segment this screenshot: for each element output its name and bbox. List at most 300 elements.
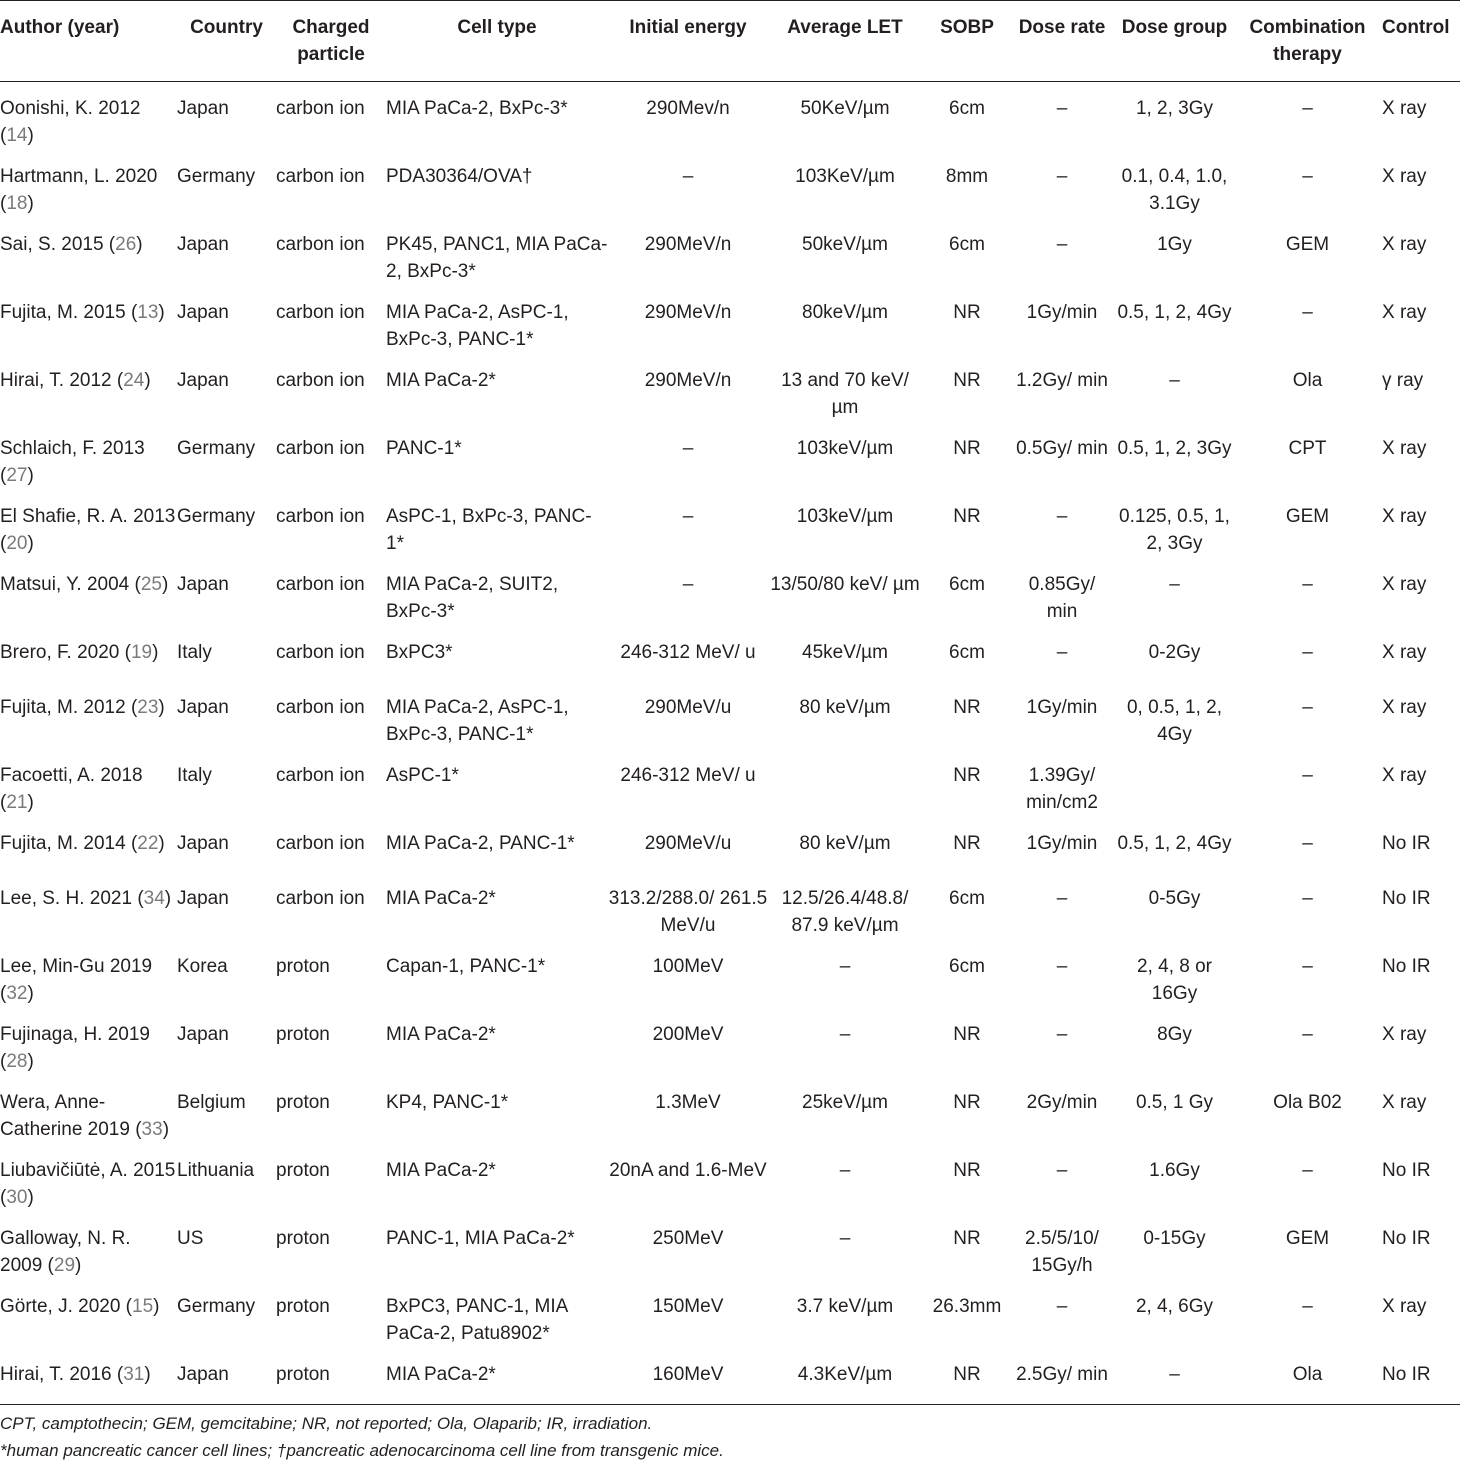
cell-country: Japan (177, 1024, 229, 1045)
cell-dose-rate: 2.5Gy/ min (1012, 1348, 1112, 1405)
cell-average-let: 12.5/26.4/48.8/ 87.9 keV/µm (781, 888, 909, 936)
footnote-abbreviations: CPT, camptothecin; GEM, gemcitabine; NR, not reported; Ola, Olaparib; IR, irradiation. (0, 1414, 653, 1433)
cell-author (0, 681, 177, 749)
cell-combination: GEM (1285, 1228, 1330, 1249)
cell-dose-group: 0.5, 1, 2, 4Gy (1117, 833, 1232, 854)
cell-control: No IR (1382, 833, 1431, 854)
cell-initial-energy: 250MeV (652, 1228, 724, 1249)
cell-dose-group: 0-15Gy (1143, 1228, 1206, 1249)
cell-dose-group: – (1169, 370, 1180, 391)
cell-cell-type: MIA PaCa-2, AsPC-1, BxPc-3, PANC-1* (386, 302, 569, 350)
author-name: El Shafie, R. A. 2013 ( (0, 506, 176, 554)
author-name: Fujinaga, H. 2019 ( (0, 1024, 150, 1072)
cell-initial-energy: – (682, 166, 694, 187)
cell-author (0, 1144, 177, 1212)
reference-link[interactable]: 27 (6, 465, 28, 486)
cell-author (0, 1212, 177, 1280)
cell-combination: – (1302, 888, 1313, 909)
header-combination: Combination therapy (1237, 1, 1378, 82)
author-name: Sai, S. 2015 ( (0, 234, 116, 255)
cell-particle: carbon ion (276, 506, 365, 527)
author-name: Lee, S. H. 2021 ( (0, 888, 144, 909)
author-name: Hirai, T. 2016 ( (0, 1364, 124, 1385)
cell-particle: carbon ion (276, 98, 365, 119)
cell-dose-rate: – (1056, 888, 1068, 909)
ref-close: ) (144, 1364, 151, 1385)
cell-author (0, 817, 177, 872)
author-name: Brero, F. 2020 ( (0, 642, 131, 663)
author-name: Matsui, Y. 2004 ( (0, 574, 141, 595)
header-sobp: SOBP (922, 1, 1012, 82)
cell-author (0, 422, 177, 490)
cell-cell-type: MIA PaCa-2, BxPc-3* (386, 98, 568, 119)
cell-dose-group: 0.1, 0.4, 1.0, 3.1Gy (1121, 166, 1228, 214)
cell-cell-type: MIA PaCa-2, AsPC-1, BxPc-3, PANC-1* (386, 697, 569, 745)
cell-country: Germany (177, 438, 256, 459)
cell-sobp: 6cm (949, 98, 985, 119)
author-name: Facoetti, A. 2018 ( (0, 765, 143, 813)
cell-control: X ray (1382, 302, 1427, 323)
ref-close: ) (164, 888, 172, 909)
reference-link[interactable]: 23 (137, 697, 159, 718)
cell-country: Japan (177, 234, 229, 255)
cell-cell-type: Capan-1, PANC-1* (386, 956, 546, 977)
table-row (0, 558, 1460, 626)
cell-dose-rate: 0.5Gy/ min (1016, 438, 1108, 459)
cell-author (0, 1076, 177, 1144)
cell-country: Belgium (177, 1092, 246, 1113)
cell-combination: – (1302, 1296, 1313, 1317)
cell-country: US (177, 1228, 204, 1249)
cell-cell-type: MIA PaCa-2, PANC-1* (386, 833, 575, 854)
cell-dose-rate: – (1056, 506, 1068, 527)
cell-cell-type: MIA PaCa-2, SUIT2, BxPc-3* (386, 574, 559, 622)
cell-author (0, 354, 177, 422)
cell-cell-type: MIA PaCa-2* (386, 1160, 496, 1181)
cell-control: X ray (1382, 166, 1427, 187)
cell-author (0, 1348, 177, 1405)
cell-dose-group: 0.125, 0.5, 1, 2, 3Gy (1119, 506, 1230, 554)
cell-initial-energy: – (682, 438, 694, 459)
table-row (0, 490, 1460, 558)
cell-control: X ray (1382, 98, 1427, 119)
cell-particle: proton (276, 1296, 330, 1317)
cell-country: Italy (177, 765, 212, 786)
cell-sobp: 6cm (949, 642, 985, 663)
cell-combination: Ola B02 (1273, 1092, 1342, 1113)
cell-sobp: NR (953, 1092, 981, 1113)
cell-author (0, 150, 177, 218)
cell-sobp: 6cm (949, 234, 985, 255)
cell-dose-group (1112, 749, 1237, 817)
header-author: Author (year) (0, 1, 177, 82)
cell-dose-group: 2, 4, 8 or 16Gy (1137, 956, 1212, 1004)
cell-dose-rate: 2Gy/min (1026, 1092, 1098, 1113)
cell-country: Germany (177, 166, 256, 187)
cell-dose-group: 1, 2, 3Gy (1135, 98, 1214, 119)
cell-author (0, 1280, 177, 1348)
cell-initial-energy: – (682, 506, 694, 527)
cell-cell-type: BxPC3, PANC-1, MIA PaCa-2, Patu8902* (386, 1296, 568, 1344)
ref-close: ) (75, 1255, 82, 1276)
table-row (0, 749, 1460, 817)
cell-average-let: 50keV/µm (802, 234, 888, 255)
cell-average-let: 25keV/µm (802, 1092, 888, 1113)
cell-combination: Ola (1237, 1348, 1378, 1405)
cell-control: No IR (1382, 1160, 1431, 1181)
cell-control: X ray (1382, 438, 1427, 459)
cell-dose-group: 0-5Gy (1148, 888, 1201, 909)
cell-dose-rate: 1.39Gy/ min/cm2 (1026, 765, 1098, 813)
cell-country: Japan (177, 1348, 276, 1405)
cell-sobp: NR (953, 1024, 981, 1045)
cell-combination: Ola (1292, 370, 1323, 391)
cell-dose-rate: 1Gy/min (1026, 697, 1098, 718)
cell-cell-type: BxPC3* (386, 642, 453, 663)
cell-average-let: 80keV/µm (802, 302, 888, 323)
cell-initial-energy: 246-312 MeV/ u (620, 642, 756, 663)
cell-country: Japan (177, 888, 229, 909)
cell-average-let: 103keV/µm (796, 438, 894, 459)
cell-dose-rate: 1.2Gy/ min (1016, 370, 1108, 391)
cell-dose-group: 0.5, 1, 2, 4Gy (1117, 302, 1232, 323)
cell-control: No IR (1382, 1228, 1431, 1249)
cell-sobp: 26.3mm (932, 1296, 1002, 1317)
cell-initial-energy: 290MeV/n (644, 302, 732, 323)
ref-close: ) (27, 1051, 34, 1072)
cell-particle: carbon ion (276, 574, 365, 595)
cell-dose-rate: – (1056, 234, 1068, 255)
header-control: Control (1378, 1, 1460, 82)
reference-link[interactable]: 28 (6, 1051, 28, 1072)
ref-close: ) (158, 697, 165, 718)
cell-sobp: 6cm (949, 574, 985, 595)
cell-combination: CPT (1288, 438, 1327, 459)
cell-initial-energy: 1.3MeV (655, 1092, 721, 1113)
cell-combination: – (1302, 956, 1313, 977)
reference-link[interactable]: 21 (6, 792, 28, 813)
reference-link[interactable]: 25 (140, 574, 162, 595)
cell-dose-rate: – (1056, 1296, 1068, 1317)
cell-country: Lithuania (177, 1160, 255, 1181)
cell-author (0, 626, 177, 681)
cell-control: X ray (1382, 234, 1427, 255)
author-name: Galloway, N. R. 2009 ( (0, 1228, 131, 1276)
cell-particle: proton (276, 1228, 330, 1249)
cell-dose-rate: – (1056, 956, 1068, 977)
table-row (0, 218, 1460, 286)
cell-author (0, 218, 177, 286)
cell-cell-type: AsPC-1* (386, 765, 459, 786)
table-row (0, 626, 1460, 681)
cell-country: Japan (177, 370, 229, 391)
cell-particle: carbon ion (276, 697, 365, 718)
cell-control: γ ray (1382, 370, 1424, 391)
cell-cell-type: MIA PaCa-2* (386, 888, 496, 909)
cell-initial-energy: 290Mev/n (646, 98, 730, 119)
cell-sobp: NR (953, 370, 981, 391)
cell-particle: proton (276, 1092, 330, 1113)
cell-cell-type: MIA PaCa-2* (386, 1348, 608, 1405)
cell-dose-group: 8Gy (1157, 1024, 1192, 1045)
ref-close: ) (162, 1119, 170, 1140)
reference-link[interactable]: 13 (137, 302, 159, 323)
ref-close: ) (27, 533, 34, 554)
cell-average-let: 80 keV/µm (799, 697, 891, 718)
cell-control: X ray (1382, 1092, 1427, 1113)
cell-sobp: NR (953, 506, 981, 527)
reference-link[interactable]: 30 (6, 1187, 28, 1208)
cell-dose-rate: 0.85Gy/ min (1028, 574, 1096, 622)
cell-combination: – (1302, 1024, 1313, 1045)
cell-sobp: NR (953, 697, 981, 718)
cell-combination: – (1302, 833, 1313, 854)
cell-control: X ray (1382, 697, 1427, 718)
ref-close: ) (161, 574, 169, 595)
cell-particle: proton (276, 1348, 386, 1405)
ref-close: ) (27, 983, 34, 1004)
cell-combination: – (1302, 697, 1313, 718)
table-row (0, 1076, 1460, 1144)
cell-dose-group: 0, 0.5, 1, 2, 4Gy (1126, 697, 1223, 745)
cell-dose-rate: – (1056, 98, 1068, 119)
cell-control: No IR (1382, 956, 1431, 977)
cell-dose-rate: – (1056, 642, 1068, 663)
cell-country: Japan (177, 697, 229, 718)
cell-average-let: – (839, 1024, 851, 1045)
cell-average-let: 103KeV/µm (795, 166, 895, 187)
cell-particle: carbon ion (276, 302, 365, 323)
cell-combination: – (1302, 1160, 1313, 1181)
reference-link[interactable]: 26 (115, 234, 137, 255)
cell-dose-rate: – (1056, 166, 1068, 187)
cell-particle: carbon ion (276, 166, 365, 187)
cell-cell-type: PK45, PANC1, MIA PaCa-2, BxPc-3* (386, 234, 608, 282)
cell-initial-energy: 313.2/288.0/ 261.5 MeV/u (608, 888, 768, 936)
table-row (0, 681, 1460, 749)
cell-average-let: – (839, 1228, 851, 1249)
cell-dose-rate: 2.5/5/10/ 15Gy/h (1025, 1228, 1099, 1276)
footnote-symbols: *human pancreatic cancer cell lines; †pancreatic adenocarcinoma cell line from transgenic mice. (0, 1441, 724, 1460)
cell-initial-energy: 150MeV (652, 1296, 724, 1317)
cell-initial-energy: 290MeV/u (644, 697, 732, 718)
reference-link[interactable]: 18 (6, 193, 28, 214)
cell-average-let: 103keV/µm (796, 506, 894, 527)
cell-average-let: – (839, 1160, 851, 1181)
ref-close: ) (158, 302, 165, 323)
cell-country: Korea (177, 956, 228, 977)
table-row (0, 1008, 1460, 1076)
header-particle: Charged particle (276, 1, 386, 82)
author-name: Fujita, M. 2014 ( (0, 833, 138, 854)
cell-author (0, 872, 177, 940)
cell-combination: – (1302, 574, 1313, 595)
cell-average-let: 13/50/80 keV/ µm (770, 574, 920, 595)
reference-link[interactable]: 34 (143, 888, 165, 909)
author-name: Lee, Min-Gu 2019 ( (0, 956, 153, 1004)
cell-dose-group: – (1112, 1348, 1237, 1405)
table-row (0, 940, 1460, 1008)
header-initial-energy: Initial energy (608, 1, 768, 82)
cell-combination: GEM (1285, 234, 1330, 255)
table-row (0, 817, 1460, 872)
cell-dose-rate: 1Gy/min (1026, 833, 1098, 854)
reference-link[interactable]: 24 (123, 370, 145, 391)
cell-control: X ray (1382, 1296, 1427, 1317)
header-average-let: Average LET (768, 1, 922, 82)
table-row (0, 1212, 1460, 1280)
cell-country: Japan (177, 833, 229, 854)
reference-link[interactable]: 33 (141, 1119, 163, 1140)
cell-sobp: NR (922, 1348, 1012, 1405)
table-row (0, 422, 1460, 490)
cell-control: No IR (1382, 888, 1431, 909)
cell-initial-energy: 290MeV/n (644, 234, 732, 255)
cell-sobp: NR (953, 833, 981, 854)
cell-particle: carbon ion (276, 370, 365, 391)
cell-sobp: 6cm (949, 888, 985, 909)
cell-average-let: 4.3KeV/µm (768, 1348, 922, 1405)
cell-sobp: NR (953, 1228, 981, 1249)
table-row (0, 1144, 1460, 1212)
cell-average-let: 50KeV/µm (800, 98, 890, 119)
author-name: Oonishi, K. 2012 ( (0, 98, 141, 146)
author-name: Hirai, T. 2012 ( (0, 370, 124, 391)
cell-combination: – (1302, 302, 1313, 323)
cell-particle: carbon ion (276, 888, 365, 909)
ref-close: ) (27, 465, 34, 486)
cell-combination: – (1302, 166, 1313, 187)
reference-link[interactable]: 19 (130, 642, 153, 663)
ref-close: ) (153, 1296, 160, 1317)
cell-average-let (768, 749, 922, 817)
ref-close: ) (27, 1187, 34, 1208)
cell-initial-energy: 246-312 MeV/ u (620, 765, 756, 786)
cell-average-let: – (839, 956, 851, 977)
reference-link[interactable]: 31 (123, 1364, 145, 1385)
header-dose-rate: Dose rate (1012, 1, 1112, 82)
cell-initial-energy: 20nA and 1.6-MeV (609, 1160, 767, 1181)
cell-dose-group: 1.6Gy (1149, 1160, 1200, 1181)
header-row (0, 1, 1460, 82)
cell-combination: – (1302, 98, 1313, 119)
table-row (0, 872, 1460, 940)
table-row (0, 286, 1460, 354)
cell-average-let: 13 and 70 keV/ µm (781, 370, 909, 418)
author-name: Schlaich, F. 2013 ( (0, 438, 145, 486)
cell-particle: carbon ion (276, 438, 365, 459)
ref-close: ) (152, 642, 159, 663)
table-footnotes (0, 1405, 1460, 1464)
cell-author (0, 286, 177, 354)
ref-close: ) (27, 792, 34, 813)
cell-sobp: NR (953, 438, 981, 459)
reference-link[interactable]: 20 (6, 533, 28, 554)
header-dose-group: Dose group (1112, 1, 1237, 82)
cell-control: X ray (1382, 574, 1427, 595)
author-name: Görte, J. 2020 ( (0, 1296, 133, 1317)
cell-initial-energy: – (682, 574, 694, 595)
cell-initial-energy: 290MeV/n (644, 370, 732, 391)
reference-link[interactable]: 15 (132, 1296, 154, 1317)
author-name: Liubavičiūtė, A. 2015 ( (0, 1160, 176, 1208)
ref-close: ) (136, 234, 143, 255)
reference-link[interactable]: 29 (53, 1255, 76, 1276)
cell-particle: carbon ion (276, 833, 365, 854)
cell-average-let: 80 keV/µm (799, 833, 891, 854)
table-row (0, 1280, 1460, 1348)
cell-control: X ray (1382, 765, 1427, 786)
ref-close: ) (27, 125, 34, 146)
cell-sobp: 6cm (949, 956, 985, 977)
cell-control: X ray (1382, 1024, 1427, 1045)
header-cell-type: Cell type (386, 1, 608, 82)
ref-close: ) (27, 193, 34, 214)
cell-initial-energy: 160MeV (608, 1348, 768, 1405)
author-name: Wera, Anne-Catherine 2019 ( (0, 1092, 142, 1140)
cell-sobp: NR (953, 1160, 981, 1181)
cell-dose-group: 2, 4, 6Gy (1135, 1296, 1214, 1317)
cell-country: Japan (177, 98, 229, 119)
cell-country: Japan (177, 302, 229, 323)
cell-dose-rate: – (1056, 1160, 1068, 1181)
reference-link[interactable]: 22 (137, 833, 159, 854)
cell-sobp: NR (953, 765, 981, 786)
cell-control: No IR (1378, 1348, 1460, 1405)
author-name: Fujita, M. 2012 ( (0, 697, 138, 718)
reference-link[interactable]: 32 (6, 983, 28, 1004)
cell-dose-group: 0.5, 1 Gy (1135, 1092, 1214, 1113)
cell-author (0, 1008, 177, 1076)
table-body (0, 82, 1460, 1405)
cell-sobp: 8mm (945, 166, 989, 187)
cell-cell-type: PANC-1* (386, 438, 462, 459)
cell-particle: proton (276, 1024, 330, 1045)
cell-control: X ray (1382, 642, 1427, 663)
cell-country: Germany (177, 506, 256, 527)
table-row (0, 354, 1460, 422)
cell-particle: carbon ion (276, 642, 365, 663)
cell-author (0, 490, 177, 558)
cell-average-let: 3.7 keV/µm (796, 1296, 894, 1317)
cell-author (0, 749, 177, 817)
table-row (0, 82, 1460, 151)
cell-cell-type: PANC-1, MIA PaCa-2* (386, 1228, 575, 1249)
cell-particle: proton (276, 1160, 330, 1181)
header-country: Country (177, 1, 276, 82)
cell-country: Italy (177, 642, 212, 663)
cell-cell-type: KP4, PANC-1* (386, 1092, 509, 1113)
author-name: Hartmann, L. 2020 ( (0, 166, 158, 214)
cell-cell-type: PDA30364/OVA† (386, 166, 533, 187)
table-row (0, 1348, 1460, 1405)
cell-dose-rate: – (1056, 1024, 1068, 1045)
table-row (0, 150, 1460, 218)
cell-combination: GEM (1285, 506, 1330, 527)
cell-cell-type: AsPC-1, BxPc-3, PANC-1* (386, 506, 592, 554)
cell-average-let: 45keV/µm (802, 642, 888, 663)
cell-combination: – (1302, 642, 1313, 663)
cell-author (0, 940, 177, 1008)
cell-initial-energy: 200MeV (652, 1024, 724, 1045)
reference-link[interactable]: 14 (6, 125, 28, 146)
cell-dose-group: 0.5, 1, 2, 3Gy (1117, 438, 1232, 459)
cell-dose-group: 1Gy (1157, 234, 1192, 255)
cell-control: X ray (1382, 506, 1427, 527)
cell-dose-group: – (1169, 574, 1180, 595)
cell-particle: proton (276, 956, 330, 977)
cell-author (0, 82, 177, 151)
